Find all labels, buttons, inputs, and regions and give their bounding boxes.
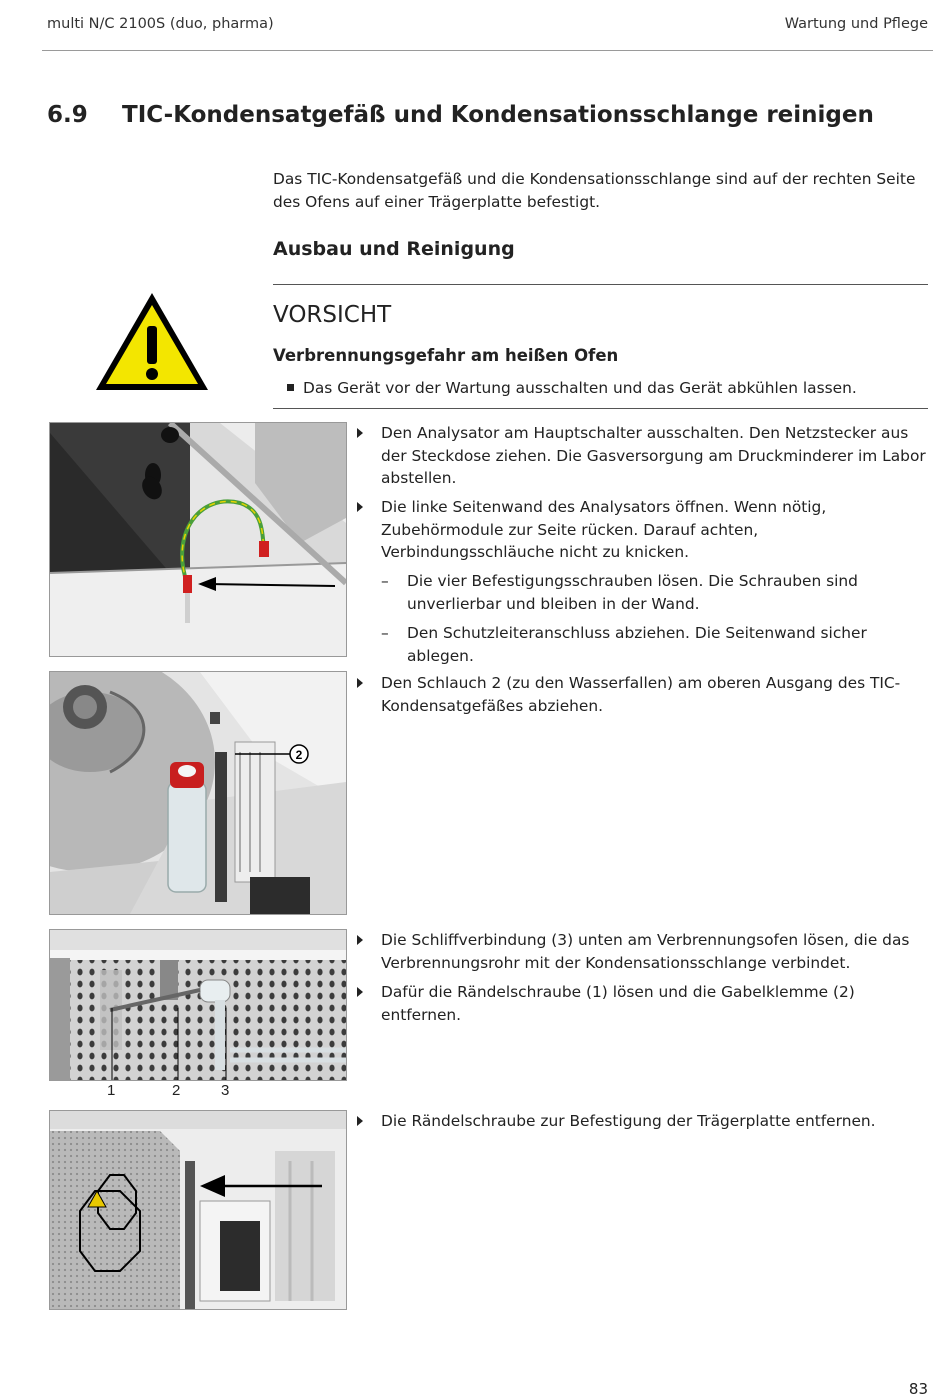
- step-2-text: Die linke Seitenwand des Analysators öffnen. Wenn nötig, Zubehörmodule zur Seite rücken. Darauf achten, Verbindungsschläuche nicht zu knicken.: [381, 498, 827, 561]
- step-1-text: Den Analysator am Hauptschalter ausschalten. Den Netzstecker aus der Steckdose ziehen. Die Gasversorgung am Druckminderer im Labor abstellen.: [381, 424, 926, 487]
- step-arrow-icon: [357, 678, 363, 688]
- step-2-substep-2: [381, 622, 927, 665]
- warning-triangle-icon: [93, 290, 211, 398]
- step-5-text: Dafür die Rändelschraube (1) lösen und die Gabelklemme (2) entfernen.: [381, 983, 855, 1024]
- warning-signal-word: VORSICHT: [273, 302, 392, 328]
- step-2-substep-1-text: Die vier Befestigungsschrauben lösen. Die Schrauben sind unverlierbar und bleiben in der Wand.: [407, 572, 858, 613]
- warning-hazard: Verbrennungsgefahr am heißen Ofen: [273, 346, 619, 365]
- step-6: [357, 1110, 927, 1134]
- warning-top-rule: [273, 284, 928, 285]
- step-4: [357, 929, 927, 977]
- figure-label-3: 3: [221, 1082, 230, 1099]
- photo-tic-condensate-vessel: [49, 671, 347, 915]
- step-2-substep-2-text: Den Schutzleiteranschluss abziehen. Die Seitenwand sicher ablegen.: [407, 624, 867, 665]
- section-title: TIC-Kondensatgefäß und Kondensationsschlange reinigen: [122, 102, 874, 128]
- bullet-square-icon: [287, 384, 294, 391]
- photo-side-wall-ground-cable: [49, 422, 347, 657]
- dash-marker: –: [381, 572, 389, 590]
- step-arrow-icon: [357, 935, 363, 945]
- step-arrow-icon: [357, 1116, 363, 1126]
- step-6-text: Die Rändelschraube zur Befestigung der Trägerplatte entfernen.: [381, 1112, 876, 1130]
- header-product-name: multi N/C 2100S (duo, pharma): [47, 16, 274, 32]
- subheading: Ausbau und Reinigung: [273, 238, 515, 260]
- figure-label-1: 1: [107, 1082, 116, 1099]
- step-3-text: Den Schlauch 2 (zu den Wasserfallen) am oberen Ausgang des TIC-Kondensatgefäßes abziehen.: [381, 674, 901, 715]
- dash-marker: –: [381, 624, 389, 642]
- section-number: 6.9: [47, 102, 88, 128]
- step-2-substep-1: [381, 570, 927, 618]
- photo-ground-joint-connection: [49, 929, 347, 1081]
- page-number: 83: [908, 1380, 928, 1398]
- step-arrow-icon: [357, 428, 363, 438]
- header-rule: [42, 50, 933, 51]
- intro-paragraph: Das TIC-Kondensatgefäß und die Kondensationsschlange sind auf der rechten Seite des Ofens auf einer Trägerplatte befestigt.: [273, 170, 916, 211]
- callout-2: 2: [295, 748, 303, 762]
- step-3: [357, 672, 927, 720]
- step-arrow-icon: [357, 987, 363, 997]
- step-arrow-icon: [357, 502, 363, 512]
- warning-measure: [287, 377, 857, 400]
- step-4-text: Die Schliffverbindung (3) unten am Verbrennungsofen lösen, die das Verbrennungsrohr mit der Kondensationsschlange verbindet.: [381, 931, 910, 972]
- figure-label-2: 2: [172, 1082, 181, 1099]
- photo-carrier-plate-screw: [49, 1110, 347, 1310]
- header-chapter-name: Wartung und Pflege: [784, 16, 928, 32]
- step-1: [357, 422, 927, 492]
- warning-bottom-rule: [273, 408, 928, 409]
- step-5: [357, 981, 927, 1024]
- step-2: [357, 496, 927, 566]
- warning-measure-text: Das Gerät vor der Wartung ausschalten und das Gerät abkühlen lassen.: [303, 379, 857, 397]
